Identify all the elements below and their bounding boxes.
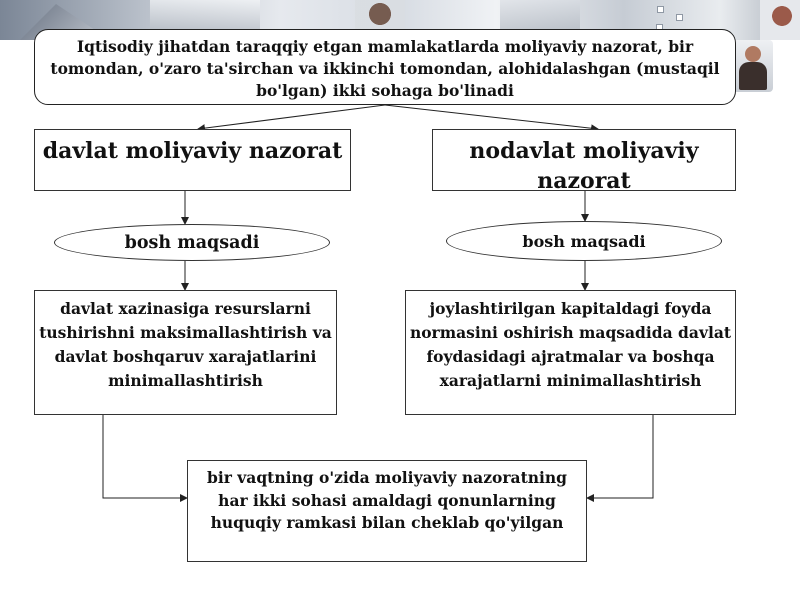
state-goal-ellipse [54,224,330,261]
arrow-top-to-right [385,105,598,129]
nonstate-control-box [432,129,736,194]
nonstate-goal-text: joylashtirilgan kapitaldagi foyda normasini oshirish maqsadida davlat foydasidagi ajratmalar va boshqa xarajatlarni minimallashtirish [409,299,732,390]
presenter-avatar [733,40,773,92]
main-statement-text: Iqtisodiy jihatdan taraqqiy etgan mamlakatlarda moliyaviy nazorat, bir tomondan, o'zaro ta'sirchan va ikkinchi tomondan, alohidalashgan (mustaqil bo'lgan) ikki sohaga bo'linadi [50,37,720,100]
conclusion-box [187,460,587,562]
avatar-body [739,62,767,90]
state-goal-label: bosh maqsadi [124,232,260,253]
nonstate-goal-ellipse [446,221,722,261]
banner-person-graphic-2 [760,0,800,40]
state-goal-text: davlat xazinasiga resurslarni tushirishni maksimallashtirish va davlat boshqaruv xarajatlarini minimallashtirish [39,299,332,390]
state-control-title: davlat moliyaviy nazorat [42,138,343,164]
arrow-right-to-bottom [587,414,653,498]
avatar-head [745,46,761,62]
conclusion-text: bir vaqtning o'zida moliyaviy nazoratning har ikki sohasi amaldagi qonunlarning huquqiy ramkasi bilan cheklab qo'yilgan [207,468,567,532]
nonstate-goal-label: bosh maqsadi [522,231,646,251]
banner-dot [676,14,683,21]
nonstate-control-title: nodavlat moliyaviy nazorat [469,138,699,194]
banner-dot [657,6,664,13]
arrow-top-to-left [198,105,385,129]
arrow-left-to-bottom [103,414,187,498]
state-control-box [34,129,351,191]
state-goal-box [34,290,337,415]
main-statement-box [34,29,736,105]
nonstate-goal-box [405,290,736,415]
